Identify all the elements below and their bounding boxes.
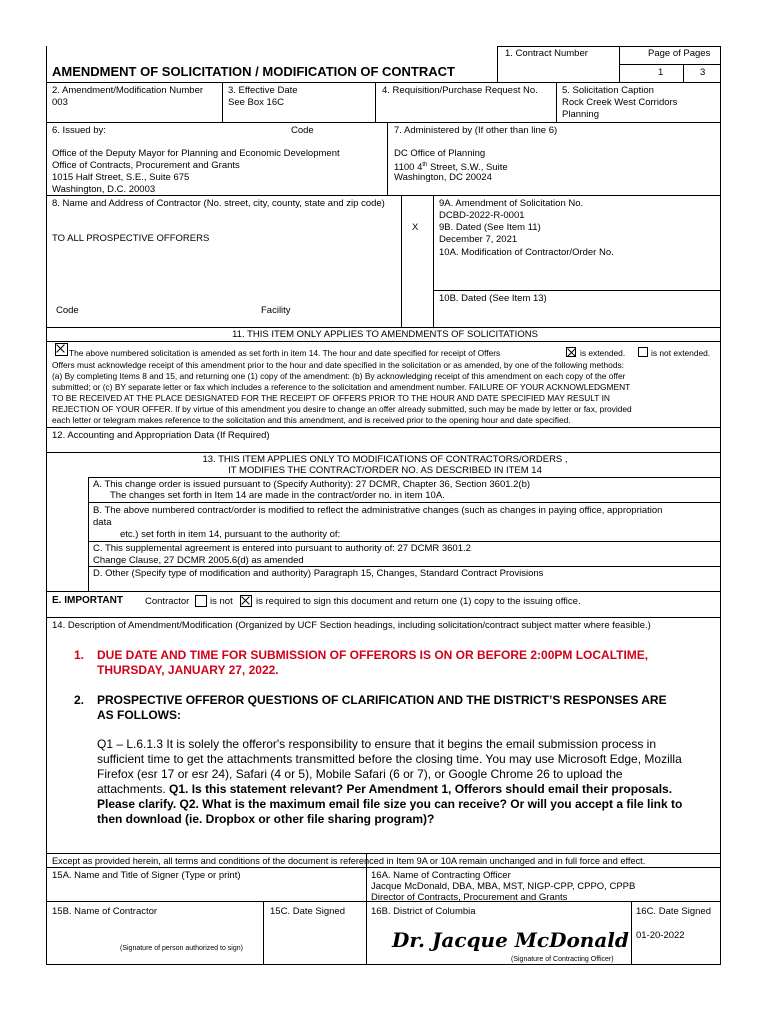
item13-heading: 13. THIS ITEM APPLIES ONLY TO MODIFICATIONS OF CONTRACTORS/ORDERS , xyxy=(202,454,568,465)
rule xyxy=(88,477,89,591)
question-line: Firefox (esr 17 or esr 24), Safari (4 or 5), Mobile Safari (6 or 7), or Google Chrome 26 to upload the xyxy=(97,767,623,781)
rule xyxy=(366,853,367,964)
rule xyxy=(88,541,721,542)
item14-point1-number: 1. xyxy=(74,648,85,662)
contractor-name-label: 15B. Name of Contractor xyxy=(52,906,158,917)
officer-date-value: 01-20-2022 xyxy=(636,930,685,941)
solicitation-number-value: DCBD-2022-R-0001 xyxy=(439,210,525,221)
district-label: 16B. District of Columbia xyxy=(371,906,476,917)
officer-name: Jacque McDonald, DBA, MBA, MST, NIGP-CPP, CPPO, CPPB xyxy=(371,881,636,892)
solicitation-dated-label: 9B. Dated (See Item 11) xyxy=(439,222,541,233)
amended-checkbox[interactable] xyxy=(55,343,68,356)
page-of-pages-label: Page of Pages xyxy=(648,48,711,59)
item11-body-line: Offers must acknowledge receipt of this amendment prior to the hour and date specified in the solicitation or as amended, by one of the following methods: xyxy=(52,360,624,370)
solicitation-caption-label: 5. Solicitation Caption xyxy=(562,85,654,96)
rule xyxy=(46,853,721,854)
border-left xyxy=(46,46,47,965)
solicitation-number-label: 9A. Amendment of Solicitation No. xyxy=(439,198,584,209)
modification-number-label: 10A. Modification of Contractor/Order No. xyxy=(439,247,614,258)
rule xyxy=(263,901,264,964)
is-required-checkbox[interactable] xyxy=(240,595,252,607)
rule xyxy=(222,82,223,122)
item11-body-line: (a) By completing Items 8 and 15, and returning one (1) copy of the amendment: (b) By acknowledging receipt of this amendment on each copy of the offer xyxy=(52,371,626,381)
rule xyxy=(46,122,721,123)
issued-address-line: Office of the Deputy Mayor for Planning and Economic Development xyxy=(52,148,340,159)
contractor-code-label: Code xyxy=(56,305,79,316)
important-rest: is required to sign this document and return one (1) copy to the issuing office. xyxy=(256,596,581,607)
rule xyxy=(88,477,721,478)
item14-point1-line: DUE DATE AND TIME FOR SUBMISSION OF OFFERORS IS ON OR BEFORE 2:00PM LOCALTIME, xyxy=(97,648,649,662)
rule xyxy=(46,427,721,428)
rule xyxy=(556,82,557,122)
rule xyxy=(46,867,721,868)
contractor-signature-caption: (Signature of person authorized to sign) xyxy=(120,945,243,952)
not-extended-checkbox[interactable] xyxy=(638,347,648,357)
item14-point2-line: AS FOLLOWS: xyxy=(97,708,181,722)
rule xyxy=(619,64,721,65)
question-line: Q1 – L.6.1.3 It is solely the offeror's responsibility to ensure that it begins the email submission process in xyxy=(97,737,657,751)
rule xyxy=(631,901,632,964)
issued-address-line: 1015 Half Street, S.E., Suite 675 xyxy=(52,172,190,183)
rule xyxy=(497,46,498,82)
rule xyxy=(46,452,721,453)
item11-body-line: each letter or telegram makes reference to the solicitation and this amendment, and is received prior to the opening hour and date specified. xyxy=(52,415,571,425)
rule xyxy=(375,82,376,122)
item11-body-line: submitted; or (c) BY separate letter or fax which includes a reference to the solicitation and amendment number. FAILURE OF YOUR ACKNOWLEDGMENT xyxy=(52,382,631,392)
issued-address-line: Washington, D.C. 20003 xyxy=(52,184,156,195)
rule xyxy=(433,290,721,291)
item13-b: data xyxy=(93,517,112,528)
rule xyxy=(46,617,721,618)
effective-date-label: 3. Effective Date xyxy=(228,85,298,96)
item13-heading: IT MODIFIES THE CONTRACT/ORDER NO. AS DESCRIBED IN ITEM 14 xyxy=(228,465,542,476)
signer-name-label: 15A. Name and Title of Signer (Type or print) xyxy=(52,870,241,881)
effective-date-value: See Box 16C xyxy=(228,97,284,108)
item13-a: The changes set forth in Item 14 are made in the contract/order no. in item 10A. xyxy=(110,490,445,501)
item11-body-line: TO BE RECEIVED AT THE PLACE DESIGNATED FOR THE RECEIPT OF OFFERS PRIOR TO THE HOUR AND DATE SPECIFIED MAY RESULT IN xyxy=(52,393,610,403)
rule xyxy=(88,502,721,503)
item13-d: D. Other (Specify type of modification and authority) Paragraph 15, Changes, Standard Contract Provisions xyxy=(93,568,544,579)
question-line: attachments. Q1. Is this statement relevant? Per Amendment 1, Offerors should email their proposals. xyxy=(97,782,673,796)
rule xyxy=(401,195,402,327)
issued-code-label: Code xyxy=(291,125,314,136)
item14-point1-line: THURSDAY, JANUARY 27, 2022. xyxy=(97,663,279,677)
solicitation-caption-line: Planning xyxy=(562,109,599,120)
item13-b: etc.) set forth in item 14, pursuant to the authority of: xyxy=(120,529,341,540)
not-extended-label: is not extended. xyxy=(651,348,711,358)
requisition-label: 4. Requisition/Purchase Request No. xyxy=(382,85,538,96)
contracting-officer-label: 16A. Name of Contracting Officer xyxy=(371,870,511,881)
extended-label: is extended. xyxy=(580,348,626,358)
form-title: AMENDMENT OF SOLICITATION / MODIFICATION OF CONTRACT xyxy=(52,64,455,79)
important-contractor: Contractor xyxy=(145,596,190,607)
amendment-number-value: 003 xyxy=(52,97,68,108)
solicitation-dated-value: December 7, 2021 xyxy=(439,234,518,245)
admin-address-line: DC Office of Planning xyxy=(394,148,486,159)
admin-address-line: 1100 4th Street, S.W., Suite xyxy=(394,162,508,174)
border-right xyxy=(720,46,721,965)
item13-b: B. The above numbered contract/order is modified to reflect the administrative changes (such as changes in paying office, appropriation xyxy=(93,505,663,516)
is-not-checkbox[interactable] xyxy=(195,595,207,607)
issued-address-line: Office of Contracts, Procurement and Grants xyxy=(52,160,240,171)
item13-a: A. This change order is issued pursuant to (Specify Authority): 27 DCMR, Chapter 36, Section 3601.2(b) xyxy=(93,479,531,490)
solicitation-mark: X xyxy=(412,222,419,233)
page-total: 3 xyxy=(700,67,706,78)
issued-by-label: 6. Issued by: xyxy=(52,125,106,136)
question-line: then download (ie. Dropbox or other file sharing program)? xyxy=(97,812,435,826)
modification-dated-label: 10B. Dated (See Item 13) xyxy=(439,293,547,304)
item13-c: C. This supplemental agreement is entered into pursuant to authority of: 27 DCMR 3601.2 xyxy=(93,543,471,554)
contractor-date-label: 15C. Date Signed xyxy=(270,906,345,917)
officer-title: Director of Contracts, Procurement and Grants xyxy=(371,892,568,903)
rule xyxy=(46,82,721,83)
administered-by-label: 7. Administered by (If other than line 6) xyxy=(394,125,558,136)
item14-label: 14. Description of Amendment/Modification (Organized by UCF Section headings, including solicitation/contract subject matter where feasible.) xyxy=(52,620,651,631)
accounting-label: 12. Accounting and Appropriation Data (If Required) xyxy=(52,430,270,441)
item11-line1: The above numbered solicitation is amended as set forth in item 14. The hour and date specified for receipt of Offers xyxy=(69,348,501,358)
rule xyxy=(497,46,721,47)
rule xyxy=(683,64,684,82)
item11-heading: 11. THIS ITEM ONLY APPLIES TO AMENDMENTS OF SOLICITATIONS xyxy=(232,329,538,340)
question-line: Please clarify. Q2. What is the maximum email file size you can receive? Or will you accept a file link to xyxy=(97,797,683,811)
solicitation-caption-line: Rock Creek West Corridors xyxy=(562,97,678,108)
facility-label: Facility xyxy=(261,305,291,316)
important-is-not: is not xyxy=(210,596,233,607)
rule xyxy=(46,341,721,342)
officer-signature-caption: (Signature of Contracting Officer) xyxy=(511,956,614,963)
item14-point2-number: 2. xyxy=(74,693,85,707)
item14-point2-line: PROSPECTIVE OFFEROR QUESTIONS OF CLARIFICATION AND THE DISTRICT’S RESPONSES ARE xyxy=(97,693,667,707)
rule xyxy=(46,327,721,328)
contractor-label: 8. Name and Address of Contractor (No. street, city, county, state and zip code) xyxy=(52,198,385,209)
important-label: E. IMPORTANT xyxy=(52,595,123,606)
rule xyxy=(46,591,721,592)
contract-number-label: 1. Contract Number xyxy=(505,48,588,59)
extended-checkbox[interactable] xyxy=(566,347,576,357)
item13-c: Change Clause, 27 DCMR 2005.6(d) as amended xyxy=(93,555,304,566)
rule xyxy=(46,964,721,965)
rule xyxy=(433,195,434,327)
amendment-number-label: 2. Amendment/Modification Number xyxy=(52,85,204,96)
admin-address-line: Washington, DC 20024 xyxy=(394,172,492,183)
except-clause: Except as provided herein, all terms and conditions of the document is referenced in Item 9A or 10A remain unchanged and in full force and effect. xyxy=(52,856,646,866)
officer-signature: Dr. Jacque McDonald xyxy=(392,928,629,952)
question-line: sufficient time to get the attachments transmitted before the closing time. You may use Microsoft Edge, Mozilla xyxy=(97,752,682,766)
item11-body-line: REJECTION OF YOUR OFFER. If by virtue of this amendment you desire to change an offer already submitted, such may be made by letter or fax, provided xyxy=(52,404,632,414)
rule xyxy=(387,122,388,195)
page-number: 1 xyxy=(658,67,664,78)
officer-date-label: 16C. Date Signed xyxy=(636,906,711,917)
contractor-value: TO ALL PROSPECTIVE OFFORERS xyxy=(52,233,210,244)
